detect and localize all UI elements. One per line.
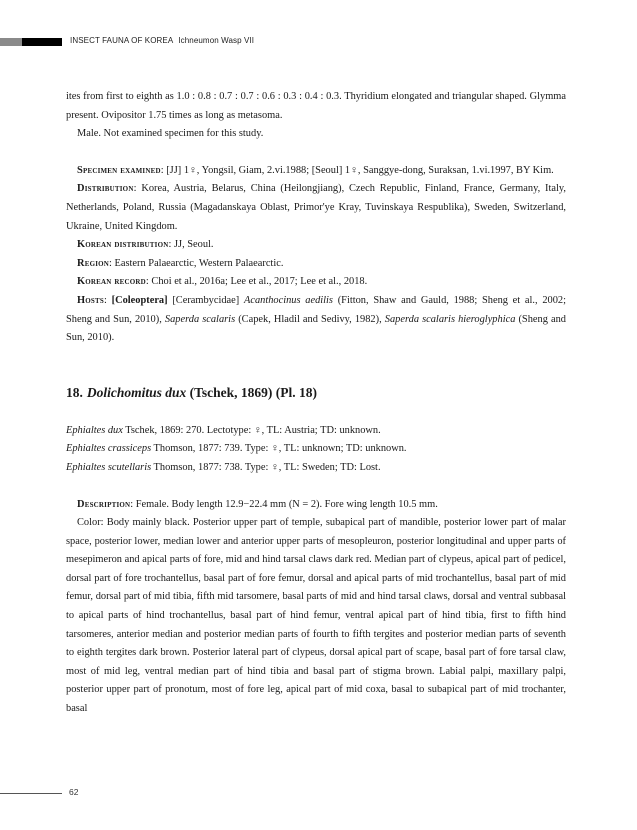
page-number: 62 xyxy=(69,787,79,797)
paragraph-male: Male. Not examined specimen for this study. xyxy=(77,128,264,140)
description xyxy=(66,496,566,515)
host-species-2: Saperda scalaris xyxy=(164,313,236,325)
synonym-name: Ephialtes dux xyxy=(66,424,123,436)
hosts-label: Hosts xyxy=(77,294,104,306)
synonym-item xyxy=(66,459,566,478)
specimen-label: Specimen examined xyxy=(77,164,161,176)
description-color: Color: Body mainly black. Posterior upper part of temple, subapical part of mandible, posterior lower part of malar space, posterior lower, median lower and anterior upper parts of mesopleuron, posterior longitudinal and upper parts of mesepimeron and apical parts of fore, mid and hind tarsal claws dark red. Median part of clypeus, apical part of pedicel, dorsal part of fore trochantellus, basal part of fore femur, dorsal and apical parts of mid trochantellus, basal part of mid femur, dorsal part of mid tibia, fifth mid tarsomere, basal parts of mid and hind tarsal claws, dorsal and ventral subbasal to apical parts of hind trochantellus, basal part of hind femur, ventral apical part of hind tibia, first to fifth hind tarsomeres, anterior median and posterior median parts of fourth to fifth tergites and posterior median parts of seventh to eighth tergites dark brown. Posterior lateral part of clypeus, dorsal apical part of scape, basal part of fore tarsal claw, most of mid leg, ventral median part of hind tibia and basal part of stigma brown. Labial palpi, maxillary palpi, posterior upper part of pronotum, most of fore leg, apical part of mid coxa, basal to subapical part of mid trochanter, basal xyxy=(66,517,566,715)
header-volume: Ichneumon Wasp VII xyxy=(178,36,255,45)
synonym-item xyxy=(66,422,566,441)
species-name: Dolichomitus dux xyxy=(86,384,187,400)
synonym-item xyxy=(66,440,566,459)
header-series: INSECT FAUNA OF KOREA xyxy=(70,36,174,45)
footer-rule xyxy=(0,793,62,794)
synonym-text: Tschek, 1869: 270. Lectotype: ♀, TL: Austria; TD: unknown. xyxy=(122,424,381,436)
hosts-sep: : xyxy=(103,294,112,306)
synonym-text: Thomson, 1877: 739. Type: ♀, TL: unknown; TD: unknown. xyxy=(151,443,407,455)
header-bar-black xyxy=(22,38,62,46)
region-text: : Eastern Palaearctic, Western Palaearctic. xyxy=(109,257,284,269)
synonym-list xyxy=(66,422,566,478)
paragraph-continuation: ites from first to eighth as 1.0 : 0.8 : 0.7 : 0.7 : 0.6 : 0.3 : 0.4 : 0.3. Thyridium elongated and triangular shaped. Glymma present. Ovipositor 1.75 times as long as metasoma. xyxy=(66,91,566,121)
distribution xyxy=(66,180,566,236)
distribution-label: Distribution xyxy=(77,183,134,195)
korean-record-label: Korean record xyxy=(77,276,146,288)
species-author: (Tschek, 1869) (Pl. 18) xyxy=(186,384,318,400)
korean-distribution xyxy=(66,236,566,255)
hosts-family: [Cerambycidae] xyxy=(167,294,244,306)
synonym-text: Thomson, 1877: 738. Type: ♀, TL: Sweden; TD: Lost. xyxy=(151,461,381,473)
synonym-name: Ephialtes scutellaris xyxy=(66,461,152,473)
korean-distribution-label: Korean distribution xyxy=(77,239,169,251)
header-bar-grey xyxy=(0,38,22,46)
host-species-1: Acanthocinus aedilis xyxy=(243,294,333,306)
hosts-ref-3: (Sheng and Sun, 2010). xyxy=(66,313,566,344)
korean-distribution-text: : JJ, Seoul. xyxy=(168,239,214,251)
region-label: Region xyxy=(77,257,110,269)
description-label: Description xyxy=(77,498,131,510)
species-number: 18. xyxy=(66,384,83,400)
page-body xyxy=(66,88,566,719)
specimen-text: : [JJ] 1♀, Yongsil, Giam, 2.vi.1988; [Seoul] 1♀, Sanggye-dong, Suraksan, 1.vi.1997, BY Kim. xyxy=(160,164,554,176)
korean-record xyxy=(66,273,566,292)
hosts-ref-1: (Fitton, Shaw and Gauld, 1988; Sheng et al., 2002; Sheng and Sun, 2010), xyxy=(66,294,566,325)
species-heading xyxy=(66,382,566,404)
description-intro: : Female. Body length 12.9−22.4 mm (N = 2). Fore wing length 10.5 mm. xyxy=(130,498,438,510)
korean-record-text: : Choi et al., 2016a; Lee et al., 2017; Lee et al., 2018. xyxy=(145,276,368,288)
distribution-text: : Korea, Austria, Belarus, China (Heilongjiang), Czech Republic, Finland, France, Germany, Italy, Netherlands, Poland, Russia (Magadanskaya Oblast, Primor'ye Kray, Tuvinskaya Respublika), Sweden, Switzerland, Ukraine, United Kingdom. xyxy=(66,183,566,232)
hosts-ref-2: (Capek, Hladil and Sedivy, 1982), xyxy=(235,313,385,325)
specimen-examined xyxy=(66,162,566,181)
running-header xyxy=(70,36,254,45)
region xyxy=(66,255,566,274)
hosts-order: [Coleoptera] xyxy=(111,294,168,306)
synonym-name: Ephialtes crassiceps xyxy=(66,443,152,455)
host-species-3: Saperda scalaris hieroglyphica xyxy=(384,313,516,325)
hosts xyxy=(66,292,566,348)
